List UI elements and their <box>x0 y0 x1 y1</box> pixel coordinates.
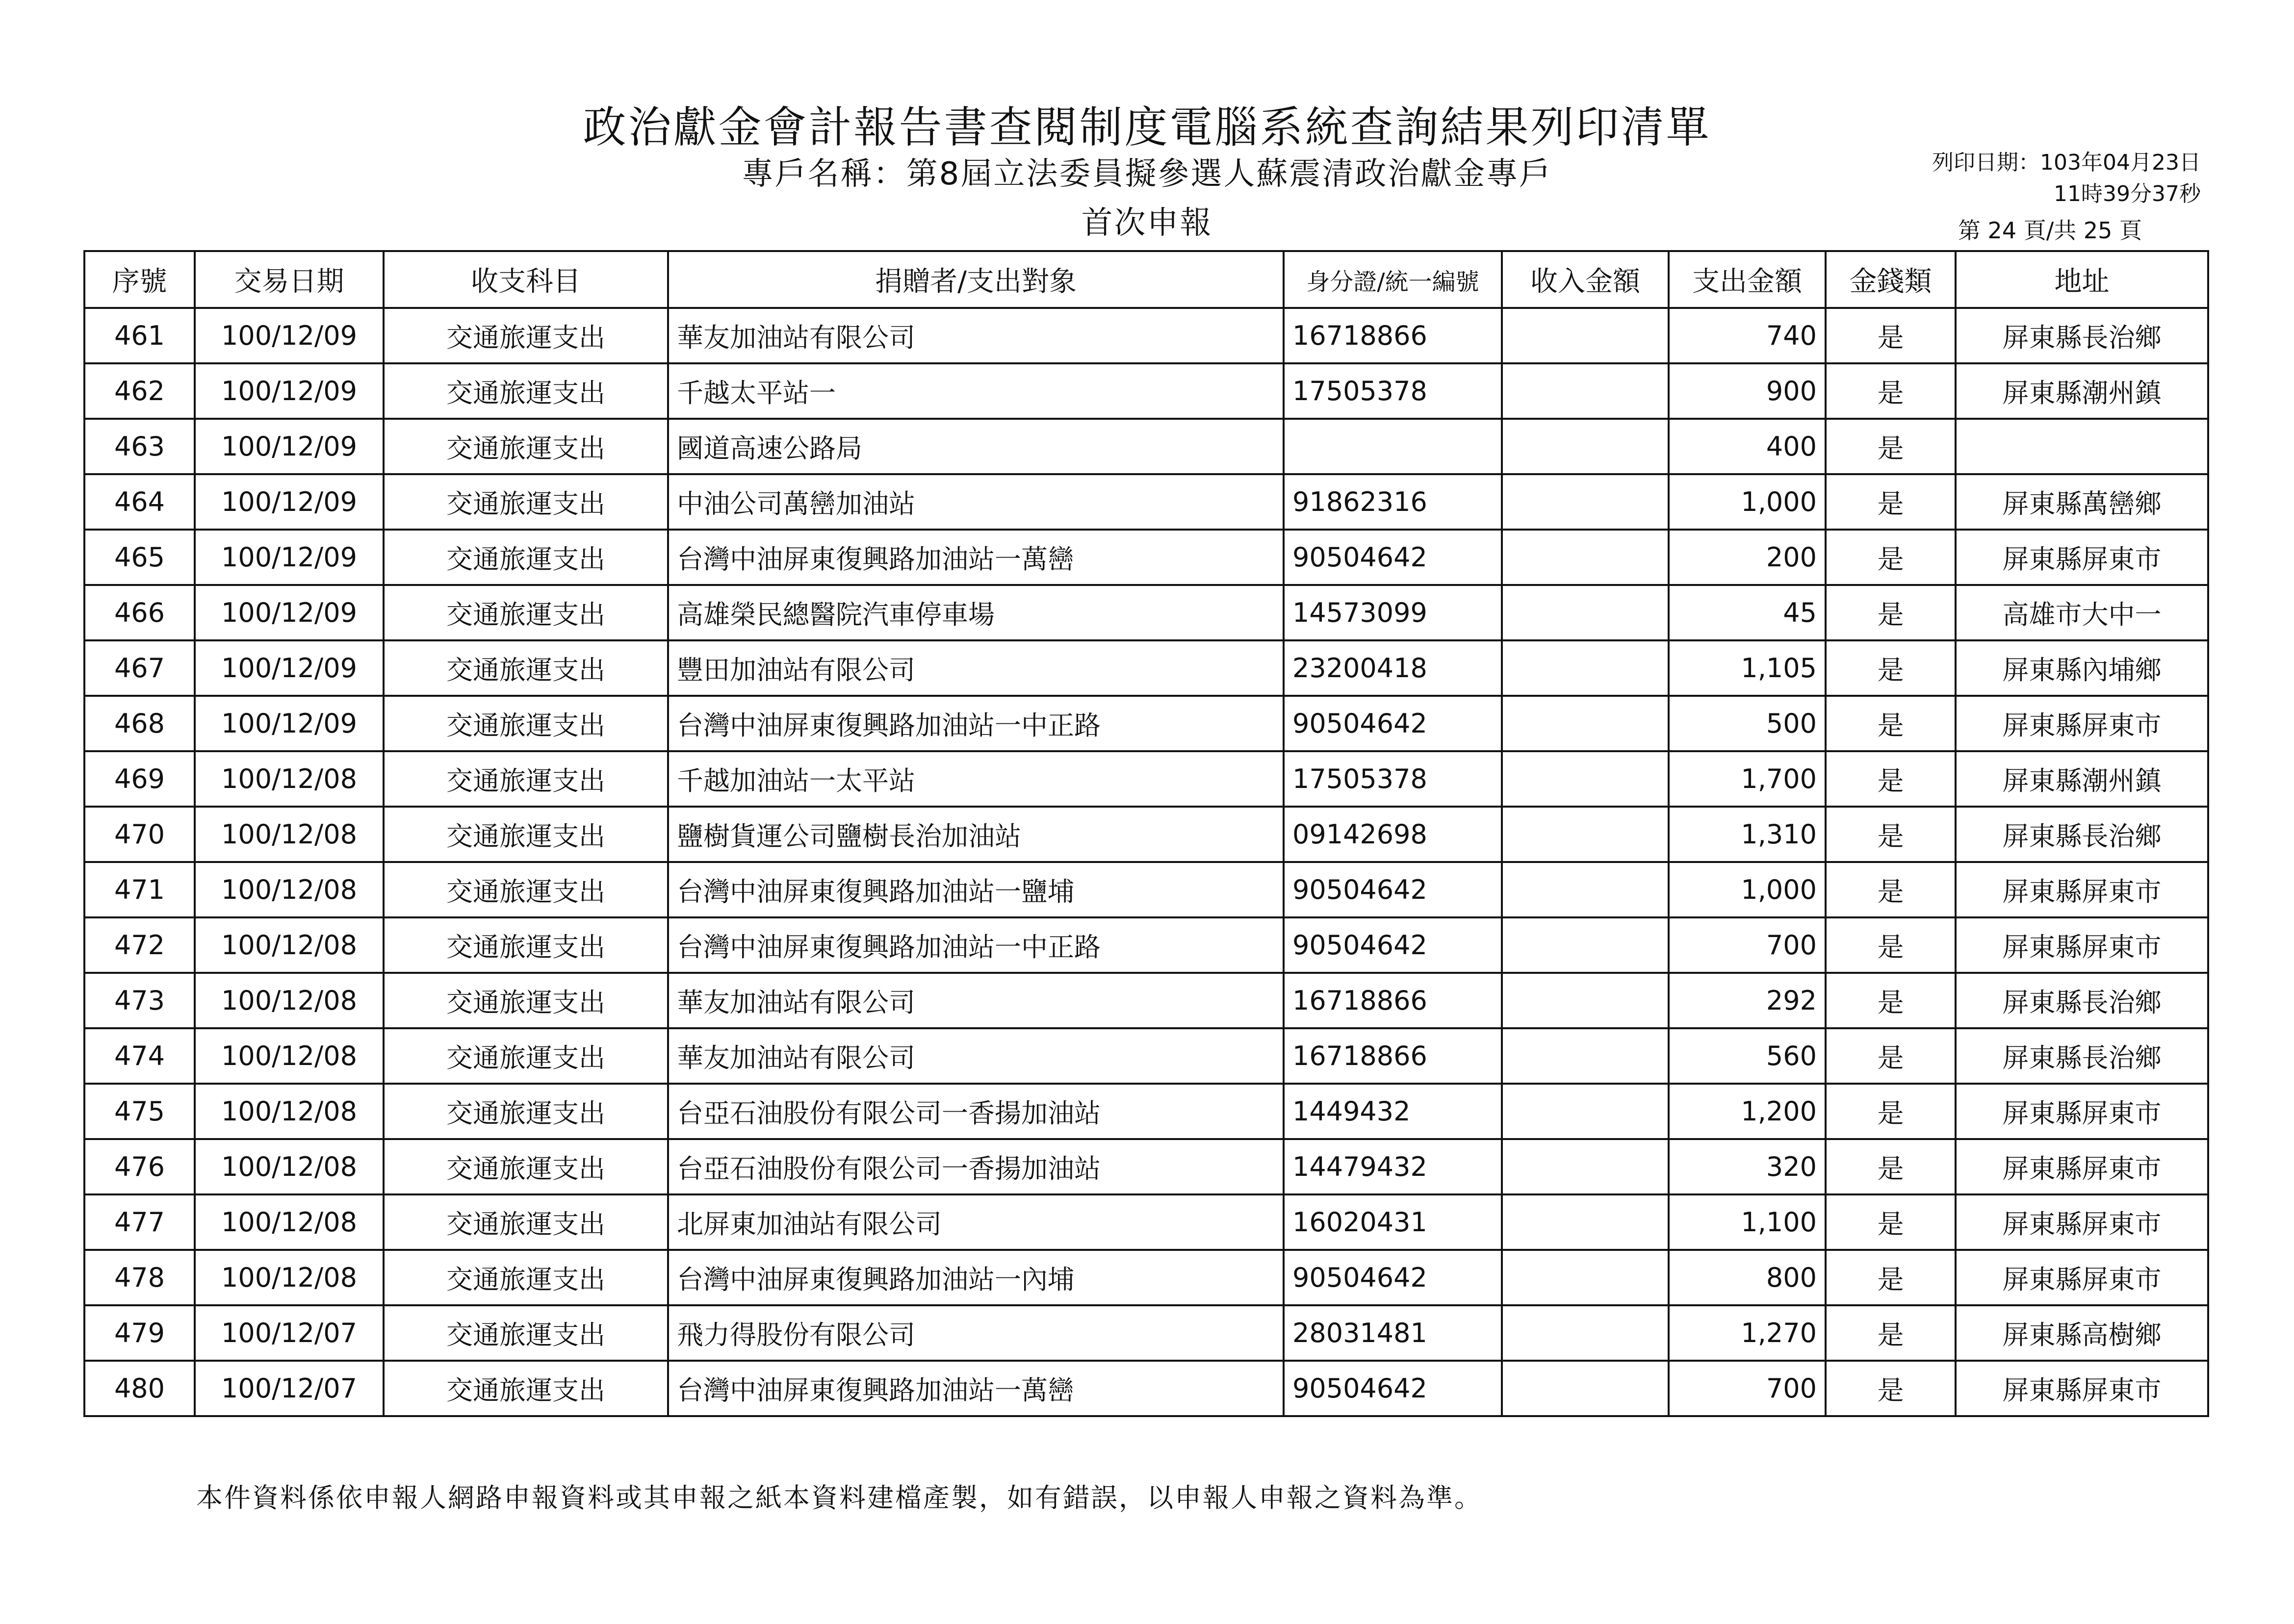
table-row <box>84 530 2208 585</box>
cell-category: 交通旅運支出 <box>384 1084 668 1139</box>
header-party: 捐贈者/支出對象 <box>668 251 1284 308</box>
cell-income <box>1502 917 1669 973</box>
table-row <box>84 862 2208 917</box>
records-table <box>83 250 2209 1417</box>
cell-address <box>1956 419 2208 474</box>
cell-cash: 是 <box>1826 474 1956 530</box>
cell-id-number: 91862316 <box>1284 474 1502 530</box>
cell-date: 100/12/08 <box>195 862 384 917</box>
cell-category: 交通旅運支出 <box>384 308 668 363</box>
cell-party: 高雄榮民總醫院汽車停車場 <box>668 585 1284 640</box>
cell-date: 100/12/09 <box>195 474 384 530</box>
cell-party: 華友加油站有限公司 <box>668 973 1284 1028</box>
cell-id-number: 14479432 <box>1284 1139 1502 1194</box>
cell-seq: 462 <box>84 363 195 419</box>
table-row <box>84 585 2208 640</box>
cell-expense: 400 <box>1669 419 1826 474</box>
cell-income <box>1502 585 1669 640</box>
cell-category: 交通旅運支出 <box>384 1028 668 1084</box>
cell-party: 台灣中油屏東復興路加油站一萬巒 <box>668 530 1284 585</box>
cell-expense: 560 <box>1669 1028 1826 1084</box>
cell-category: 交通旅運支出 <box>384 917 668 973</box>
cell-income <box>1502 862 1669 917</box>
header-id-number: 身分證/統一編號 <box>1284 251 1502 308</box>
cell-date: 100/12/07 <box>195 1305 384 1361</box>
cell-cash: 是 <box>1826 1361 1956 1416</box>
header-category: 收支科目 <box>384 251 668 308</box>
cell-address: 屏東縣長治鄉 <box>1956 973 2208 1028</box>
cell-id-number: 16718866 <box>1284 1028 1502 1084</box>
cell-expense: 1,700 <box>1669 751 1826 807</box>
cell-income <box>1502 308 1669 363</box>
cell-category: 交通旅運支出 <box>384 1139 668 1194</box>
table-row <box>84 1361 2208 1416</box>
cell-id-number: 17505378 <box>1284 751 1502 807</box>
cell-id-number: 28031481 <box>1284 1305 1502 1361</box>
cell-id-number: 14573099 <box>1284 585 1502 640</box>
cell-expense: 1,105 <box>1669 640 1826 696</box>
cell-date: 100/12/08 <box>195 973 384 1028</box>
print-date: 列印日期：103年04月23日 <box>1932 150 2201 175</box>
page-info: 第 24 頁/共 25 頁 <box>1958 217 2142 244</box>
cell-party: 台灣中油屏東復興路加油站一鹽埔 <box>668 862 1284 917</box>
cell-expense: 320 <box>1669 1139 1826 1194</box>
cell-income <box>1502 1250 1669 1305</box>
cell-party: 台灣中油屏東復興路加油站一中正路 <box>668 696 1284 751</box>
table-row <box>84 751 2208 807</box>
header-income: 收入金額 <box>1502 251 1669 308</box>
cell-category: 交通旅運支出 <box>384 419 668 474</box>
cell-income <box>1502 1139 1669 1194</box>
cell-expense: 800 <box>1669 1250 1826 1305</box>
header-address: 地址 <box>1956 251 2208 308</box>
table-row <box>84 474 2208 530</box>
cell-seq: 476 <box>84 1139 195 1194</box>
table-row <box>84 363 2208 419</box>
cell-id-number: 90504642 <box>1284 917 1502 973</box>
cell-party: 鹽樹貨運公司鹽樹長治加油站 <box>668 807 1284 862</box>
cell-id-number: 90504642 <box>1284 1361 1502 1416</box>
cell-income <box>1502 419 1669 474</box>
cell-party: 台亞石油股份有限公司一香揚加油站 <box>668 1084 1284 1139</box>
cell-address: 屏東縣潮州鎮 <box>1956 363 2208 419</box>
cell-address: 屏東縣萬巒鄉 <box>1956 474 2208 530</box>
cell-date: 100/12/09 <box>195 530 384 585</box>
cell-seq: 480 <box>84 1361 195 1416</box>
cell-party: 中油公司萬巒加油站 <box>668 474 1284 530</box>
cell-cash: 是 <box>1826 862 1956 917</box>
cell-seq: 464 <box>84 474 195 530</box>
cell-income <box>1502 973 1669 1028</box>
cell-seq: 475 <box>84 1084 195 1139</box>
cell-income <box>1502 640 1669 696</box>
cell-address: 屏東縣屏東市 <box>1956 1361 2208 1416</box>
cell-income <box>1502 1084 1669 1139</box>
table-row <box>84 1084 2208 1139</box>
cell-expense: 1,310 <box>1669 807 1826 862</box>
filing-type: 首次申報 <box>1081 205 1213 241</box>
table-row <box>84 1305 2208 1361</box>
cell-address: 屏東縣屏東市 <box>1956 530 2208 585</box>
cell-seq: 461 <box>84 308 195 363</box>
cell-cash: 是 <box>1826 640 1956 696</box>
cell-address: 屏東縣長治鄉 <box>1956 807 2208 862</box>
cell-seq: 473 <box>84 973 195 1028</box>
table-row <box>84 917 2208 973</box>
cell-id-number: 90504642 <box>1284 862 1502 917</box>
cell-address: 屏東縣屏東市 <box>1956 917 2208 973</box>
cell-id-number <box>1284 419 1502 474</box>
cell-id-number: 17505378 <box>1284 363 1502 419</box>
cell-cash: 是 <box>1826 1305 1956 1361</box>
cell-party: 華友加油站有限公司 <box>668 1028 1284 1084</box>
cell-party: 千越太平站一 <box>668 363 1284 419</box>
header-date: 交易日期 <box>195 251 384 308</box>
cell-date: 100/12/09 <box>195 696 384 751</box>
cell-category: 交通旅運支出 <box>384 530 668 585</box>
table-row <box>84 807 2208 862</box>
cell-cash: 是 <box>1826 419 1956 474</box>
cell-address: 屏東縣屏東市 <box>1956 1250 2208 1305</box>
cell-address: 屏東縣潮州鎮 <box>1956 751 2208 807</box>
cell-income <box>1502 363 1669 419</box>
cell-category: 交通旅運支出 <box>384 585 668 640</box>
cell-seq: 465 <box>84 530 195 585</box>
print-meta <box>1932 147 2201 210</box>
cell-category: 交通旅運支出 <box>384 1194 668 1250</box>
cell-cash: 是 <box>1826 530 1956 585</box>
table-header-row <box>84 251 2208 308</box>
cell-date: 100/12/09 <box>195 363 384 419</box>
cell-seq: 474 <box>84 1028 195 1084</box>
cell-expense: 740 <box>1669 308 1826 363</box>
cell-cash: 是 <box>1826 973 1956 1028</box>
cell-address: 屏東縣屏東市 <box>1956 862 2208 917</box>
cell-expense: 1,100 <box>1669 1194 1826 1250</box>
cell-category: 交通旅運支出 <box>384 474 668 530</box>
cell-seq: 467 <box>84 640 195 696</box>
cell-category: 交通旅運支出 <box>384 1305 668 1361</box>
cell-income <box>1502 474 1669 530</box>
cell-date: 100/12/08 <box>195 1084 384 1139</box>
cell-party: 台灣中油屏東復興路加油站一萬巒 <box>668 1361 1284 1416</box>
report-title: 政治獻金會計報告書查閱制度電腦系統查詢結果列印清單 <box>583 102 1711 152</box>
cell-seq: 479 <box>84 1305 195 1361</box>
cell-seq: 471 <box>84 862 195 917</box>
cell-income <box>1502 1028 1669 1084</box>
cell-cash: 是 <box>1826 363 1956 419</box>
cell-id-number: 90504642 <box>1284 1250 1502 1305</box>
cell-seq: 469 <box>84 751 195 807</box>
cell-party: 飛力得股份有限公司 <box>668 1305 1284 1361</box>
cell-category: 交通旅運支出 <box>384 640 668 696</box>
cell-seq: 466 <box>84 585 195 640</box>
cell-date: 100/12/08 <box>195 1028 384 1084</box>
cell-cash: 是 <box>1826 696 1956 751</box>
cell-expense: 1,200 <box>1669 1084 1826 1139</box>
cell-category: 交通旅運支出 <box>384 807 668 862</box>
cell-category: 交通旅運支出 <box>384 973 668 1028</box>
cell-address: 屏東縣內埔鄉 <box>1956 640 2208 696</box>
cell-expense: 900 <box>1669 363 1826 419</box>
header-expense: 支出金額 <box>1669 251 1826 308</box>
cell-address: 屏東縣長治鄉 <box>1956 308 2208 363</box>
cell-cash: 是 <box>1826 1028 1956 1084</box>
cell-income <box>1502 1305 1669 1361</box>
cell-id-number: 09142698 <box>1284 807 1502 862</box>
cell-date: 100/12/08 <box>195 1139 384 1194</box>
cell-address: 屏東縣屏東市 <box>1956 1084 2208 1139</box>
cell-expense: 700 <box>1669 1361 1826 1416</box>
cell-party: 台亞石油股份有限公司一香揚加油站 <box>668 1139 1284 1194</box>
cell-category: 交通旅運支出 <box>384 1361 668 1416</box>
cell-address: 屏東縣長治鄉 <box>1956 1028 2208 1084</box>
cell-party: 千越加油站一太平站 <box>668 751 1284 807</box>
cell-category: 交通旅運支出 <box>384 751 668 807</box>
table-row <box>84 1250 2208 1305</box>
cell-seq: 478 <box>84 1250 195 1305</box>
cell-income <box>1502 1361 1669 1416</box>
cell-income <box>1502 696 1669 751</box>
table-row <box>84 696 2208 751</box>
cell-date: 100/12/09 <box>195 419 384 474</box>
cell-party: 台灣中油屏東復興路加油站一中正路 <box>668 917 1284 973</box>
cell-income <box>1502 530 1669 585</box>
cell-expense: 1,000 <box>1669 862 1826 917</box>
table-row <box>84 973 2208 1028</box>
cell-expense: 1,270 <box>1669 1305 1826 1361</box>
cell-seq: 470 <box>84 807 195 862</box>
cell-cash: 是 <box>1826 807 1956 862</box>
cell-date: 100/12/07 <box>195 1361 384 1416</box>
table-row <box>84 640 2208 696</box>
cell-category: 交通旅運支出 <box>384 862 668 917</box>
table-row <box>84 1194 2208 1250</box>
cell-date: 100/12/08 <box>195 751 384 807</box>
cell-party: 國道高速公路局 <box>668 419 1284 474</box>
cell-address: 屏東縣屏東市 <box>1956 1139 2208 1194</box>
cell-date: 100/12/08 <box>195 1250 384 1305</box>
cell-seq: 477 <box>84 1194 195 1250</box>
cell-expense: 700 <box>1669 917 1826 973</box>
cell-seq: 463 <box>84 419 195 474</box>
header-seq: 序號 <box>84 251 195 308</box>
cell-income <box>1502 1194 1669 1250</box>
cell-party: 豐田加油站有限公司 <box>668 640 1284 696</box>
cell-party: 台灣中油屏東復興路加油站一內埔 <box>668 1250 1284 1305</box>
cell-id-number: 90504642 <box>1284 530 1502 585</box>
cell-cash: 是 <box>1826 1084 1956 1139</box>
cell-address: 屏東縣高樹鄉 <box>1956 1305 2208 1361</box>
cell-id-number: 23200418 <box>1284 640 1502 696</box>
cell-date: 100/12/08 <box>195 807 384 862</box>
cell-cash: 是 <box>1826 308 1956 363</box>
cell-expense: 1,000 <box>1669 474 1826 530</box>
cell-date: 100/12/09 <box>195 585 384 640</box>
cell-date: 100/12/08 <box>195 1194 384 1250</box>
cell-party: 北屏東加油站有限公司 <box>668 1194 1284 1250</box>
header-cash: 金錢類 <box>1826 251 1956 308</box>
footer-note: 本件資料係依申報人網路申報資料或其申報之紙本資料建檔產製，如有錯誤，以申報人申報之資料為準。 <box>196 1482 1482 1513</box>
records-body <box>84 308 2208 1416</box>
cell-id-number: 16718866 <box>1284 973 1502 1028</box>
table-row <box>84 419 2208 474</box>
cell-date: 100/12/08 <box>195 917 384 973</box>
cell-id-number: 1449432 <box>1284 1084 1502 1139</box>
cell-party: 華友加油站有限公司 <box>668 308 1284 363</box>
table-row <box>84 1028 2208 1084</box>
cell-cash: 是 <box>1826 917 1956 973</box>
table-row <box>84 308 2208 363</box>
cell-seq: 472 <box>84 917 195 973</box>
cell-address: 屏東縣屏東市 <box>1956 1194 2208 1250</box>
cell-expense: 292 <box>1669 973 1826 1028</box>
table-row <box>84 1139 2208 1194</box>
cell-cash: 是 <box>1826 1194 1956 1250</box>
cell-income <box>1502 751 1669 807</box>
cell-seq: 468 <box>84 696 195 751</box>
account-name: 專戶名稱：第8屆立法委員擬參選人蘇震清政治獻金專戶 <box>742 156 1552 192</box>
cell-id-number: 16020431 <box>1284 1194 1502 1250</box>
cell-category: 交通旅運支出 <box>384 696 668 751</box>
cell-cash: 是 <box>1826 585 1956 640</box>
cell-cash: 是 <box>1826 1250 1956 1305</box>
cell-id-number: 90504642 <box>1284 696 1502 751</box>
cell-expense: 45 <box>1669 585 1826 640</box>
cell-expense: 200 <box>1669 530 1826 585</box>
cell-date: 100/12/09 <box>195 308 384 363</box>
cell-id-number: 16718866 <box>1284 308 1502 363</box>
cell-income <box>1502 807 1669 862</box>
cell-expense: 500 <box>1669 696 1826 751</box>
cell-address: 屏東縣屏東市 <box>1956 696 2208 751</box>
cell-category: 交通旅運支出 <box>384 363 668 419</box>
cell-cash: 是 <box>1826 751 1956 807</box>
cell-cash: 是 <box>1826 1139 1956 1194</box>
cell-category: 交通旅運支出 <box>384 1250 668 1305</box>
cell-address: 高雄市大中一 <box>1956 585 2208 640</box>
print-time: 11時39分37秒 <box>2054 181 2201 206</box>
cell-date: 100/12/09 <box>195 640 384 696</box>
